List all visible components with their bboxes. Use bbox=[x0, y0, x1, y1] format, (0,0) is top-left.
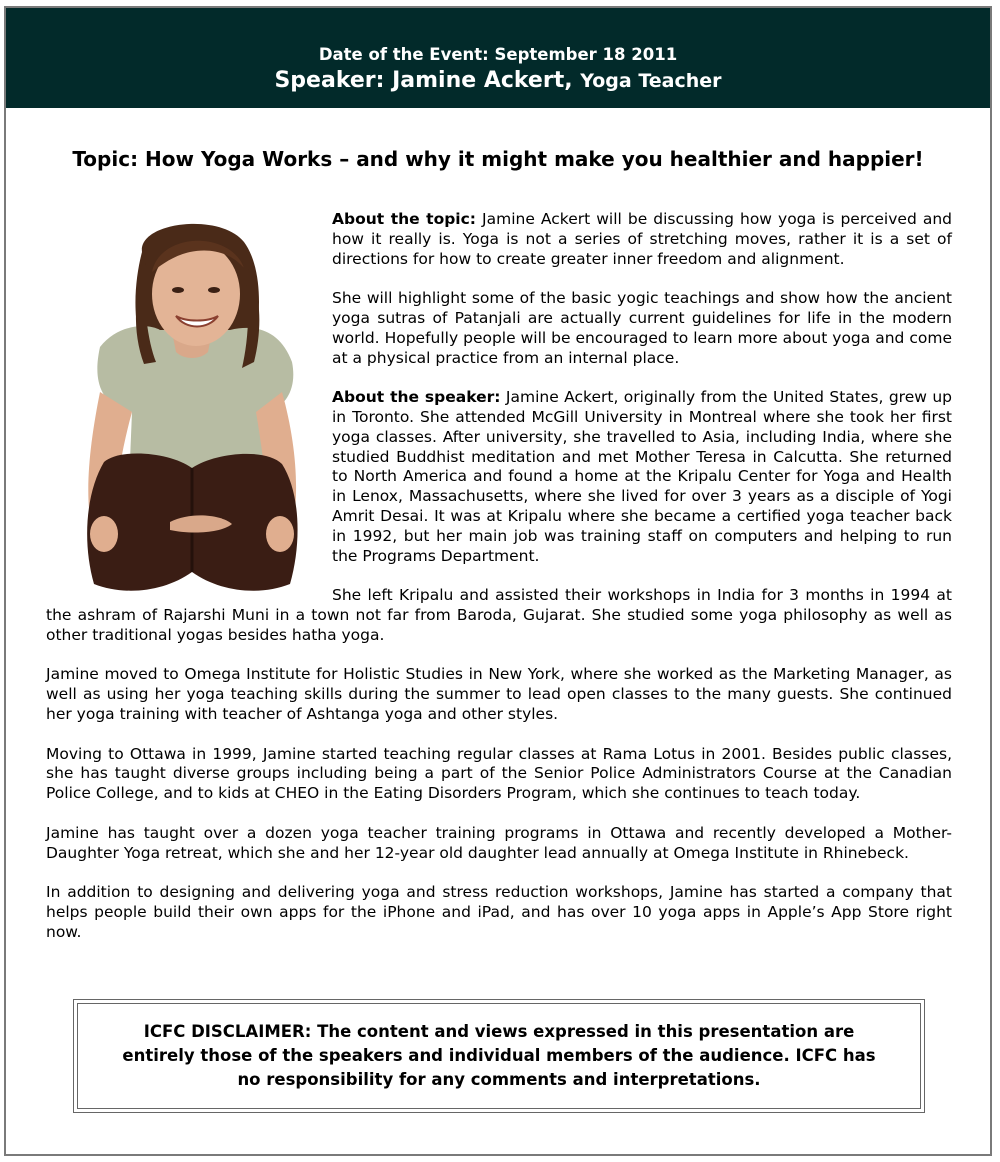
teacher-training-paragraph: Jamine has taught over a dozen yoga teacher training programs in Ottawa and recently developed a Mother-Daughter Yoga retreat, which she and her 12-year old daughter lead annually at Omega Institute in Rhinebeck. bbox=[46, 823, 952, 862]
speaker-line bbox=[6, 68, 990, 93]
ottawa-paragraph: Moving to Ottawa in 1999, Jamine started teaching regular classes at Rama Lotus in 2001. Besides public classes, she has taught diverse groups including being a part of the Senior Police Administrators Course at the Canadian Police College, and to kids at CHEO in the Eating Disorders Program, which she continues to teach today. bbox=[46, 744, 952, 803]
photo-space bbox=[46, 210, 332, 592]
omega-paragraph: Jamine moved to Omega Institute for Holistic Studies in New York, where she worked as the Marketing Manager, as well as using her yoga teaching skills during the summer to lead open classes to the many guests. She continued her yoga training with teacher of Ashtanga yoga and other styles. bbox=[46, 665, 952, 723]
about-topic-label: About the topic: bbox=[332, 210, 477, 228]
kripalu-paragraph: She left Kripalu and assisted their workshops in India for 3 months in 1994 at the ashram of Rajarshi Muni in a town not far from Baroda, Gujarat. She studied some yoga philosophy as well as other traditional yogas besides hatha yoga. bbox=[46, 586, 952, 644]
speaker-role: Yoga Teacher bbox=[580, 70, 722, 92]
article-body bbox=[46, 210, 952, 962]
speaker-name: Speaker: Jamine Ackert, bbox=[274, 68, 581, 93]
event-date: Date of the Event: September 18 2011 bbox=[318, 45, 678, 64]
disclaimer-box bbox=[73, 999, 925, 1113]
highlight-paragraph: She will highlight some of the basic yogic teachings and show how the ancient yoga sutras of Patanjali are actually current guidelines for life in the modern world. Hopefully people will be encouraged to learn more about yoga and come at a physical practice from an internal place. bbox=[332, 289, 952, 367]
apps-paragraph: In addition to designing and delivering yoga and stress reduction workshops, Jamine has started a company that helps people build their own apps for the iPhone and iPad, and has over 10 yoga apps in Apple’s App Store right now. bbox=[46, 883, 952, 941]
event-header bbox=[6, 8, 990, 108]
about-speaker-text: Jamine Ackert, originally from the United States, grew up in Toronto. She attended McGill University in Montreal where she took her first yoga classes. After university, she travelled to Asia, including India, where she studied Buddhist meditation and met Mother Teresa in Calcutta. She returned to North America and found a home at the Kripalu Center for Yoga and Health in Lenox, Massachusetts, where she lived for over 3 years as a disciple of Yogi Amrit Desai. It was at Kripalu where she became a certified yoga teacher back in 1992, but her main job was training staff on computers and helping to run the Programs Department. bbox=[332, 388, 952, 565]
about-topic-text: Jamine Ackert will be discussing how yoga is perceived and how it really is. Yoga is not a series of stretching moves, rather it is a set of directions for how to create greater inner freedom and alignment. bbox=[332, 210, 952, 268]
about-speaker-label: About the speaker: bbox=[332, 388, 501, 407]
disclaimer-text: ICFC DISCLAIMER: The content and views expressed in this presentation are entirely those of the speakers and individual members of the audience. ICFC has no responsibility for any comments and interpretations. bbox=[77, 1003, 921, 1109]
topic-heading: Topic: How Yoga Works – and why it might make you healthier and happier! bbox=[72, 147, 924, 171]
